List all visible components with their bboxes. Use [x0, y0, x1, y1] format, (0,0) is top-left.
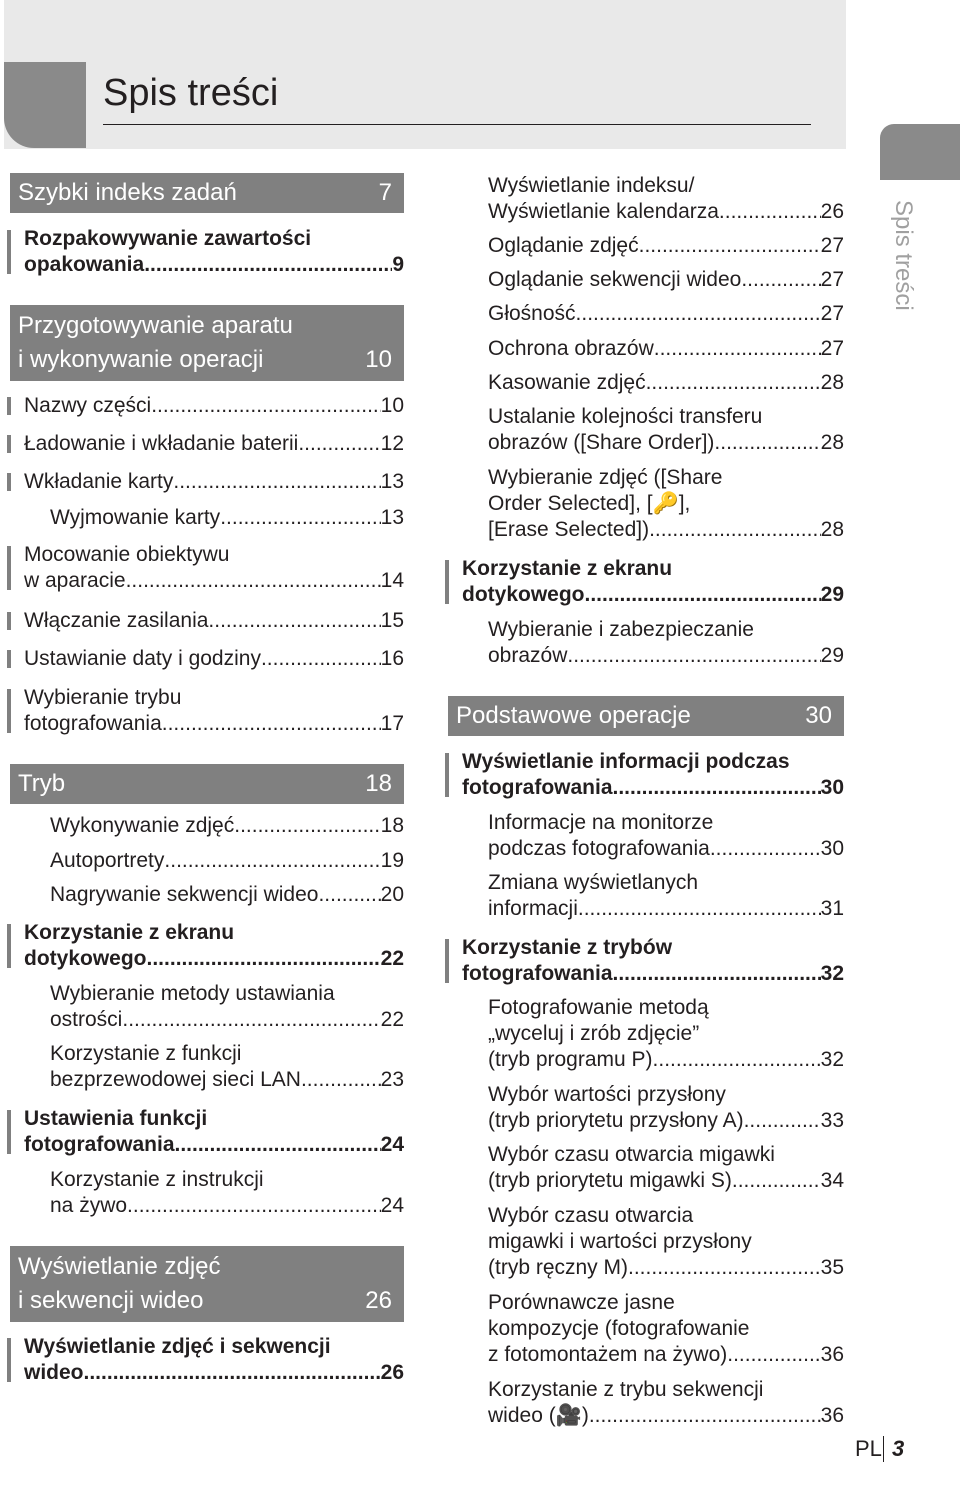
entry-text: Wyświetlanie informacji podczas — [462, 750, 790, 773]
entry-text: Zmiana wyświetlanych — [488, 871, 699, 894]
entry-text: Wybieranie metody ustawiania — [50, 982, 335, 1005]
toc-subentry[interactable] — [10, 882, 404, 908]
entry-marker-bar — [7, 546, 11, 590]
dot-leader — [567, 643, 820, 669]
entry-page-number: 12 — [380, 432, 404, 455]
toc-entry[interactable] — [10, 1334, 404, 1386]
entry-text: fotografowania — [24, 712, 162, 735]
dot-leader — [719, 199, 821, 225]
dot-leader — [84, 1360, 381, 1386]
dot-leader — [727, 1342, 820, 1368]
entry-text: Wykonywanie zdjęć — [50, 814, 235, 837]
toc-subentry[interactable] — [448, 995, 844, 1073]
entry-text: Ładowanie i wkładanie baterii — [24, 432, 299, 455]
toc-subentry[interactable] — [448, 1203, 844, 1281]
dot-leader — [654, 336, 821, 362]
footer-language: PL — [855, 1436, 882, 1461]
section-title — [18, 309, 293, 377]
toc-subentry[interactable] — [448, 1377, 844, 1429]
entry-text: Order Selected], [🔑], — [488, 492, 691, 515]
entry-text: Wybieranie trybu — [24, 686, 182, 709]
dot-leader — [576, 301, 821, 327]
entry-page-number: 17 — [380, 712, 404, 735]
dot-leader — [298, 431, 380, 457]
entry-page-number: 31 — [820, 897, 844, 920]
entry-page-number: 32 — [820, 1048, 844, 1071]
entry-text: opakowania — [24, 253, 145, 276]
entry-text: Autoportrety — [50, 849, 165, 872]
section-header[interactable] — [10, 305, 404, 381]
entry-text: obrazów — [488, 644, 568, 667]
section-page-number: 7 — [378, 179, 392, 206]
entry-text: Wybór czasu otwarcia migawki — [488, 1143, 775, 1166]
toc-subentry[interactable] — [10, 981, 404, 1033]
entry-page-number: 29 — [820, 583, 844, 606]
entry-marker-bar — [7, 650, 11, 668]
section-title — [456, 699, 691, 733]
section-title-line: Podstawowe operacje — [456, 702, 691, 729]
toc-subentry[interactable] — [448, 233, 844, 259]
entry-marker-bar — [7, 435, 11, 453]
section-header[interactable] — [448, 696, 844, 736]
entry-page-number: 34 — [820, 1169, 844, 1192]
section-title-line: i sekwencji wideo — [18, 1287, 204, 1314]
entry-text: Ustawianie daty i godziny — [24, 647, 261, 670]
entry-text: Wybieranie i zabezpieczanie — [488, 618, 754, 641]
dot-leader — [234, 813, 380, 839]
toc-subentry[interactable] — [10, 505, 404, 531]
section-header[interactable] — [10, 1246, 404, 1322]
section-title — [18, 767, 65, 801]
entry-text: Włączanie zasilania — [24, 609, 209, 632]
toc-entry[interactable] — [448, 556, 844, 608]
dot-leader — [126, 568, 381, 594]
entry-page-number: 20 — [380, 883, 404, 906]
entry-text: wideo (🎥) — [488, 1404, 589, 1427]
entry-page-number: 27 — [820, 337, 844, 360]
side-tab-decoration — [880, 124, 960, 180]
dot-leader — [613, 775, 821, 801]
entry-marker-bar — [7, 612, 11, 630]
entry-text: (tryb programu P) — [488, 1048, 653, 1071]
entry-page-number: 32 — [820, 962, 844, 985]
entry-page-number: 28 — [820, 518, 844, 541]
toc-entry[interactable] — [448, 749, 844, 801]
section-page-number: 26 — [365, 1287, 392, 1314]
entry-page-number: 18 — [380, 814, 404, 837]
side-label: Spis treści — [890, 200, 917, 311]
entry-text: Korzystanie z ekranu — [462, 557, 673, 580]
toc-entry[interactable] — [10, 393, 404, 419]
entry-text: (tryb ręczny M) — [488, 1256, 629, 1279]
entry-text: fotografowania — [462, 962, 613, 985]
toc-subentry[interactable] — [448, 1290, 844, 1368]
dot-leader — [639, 233, 821, 259]
toc-entry[interactable] — [10, 920, 404, 972]
dot-leader — [122, 1007, 380, 1033]
section-page-number: 30 — [805, 702, 832, 729]
entry-text: Korzystanie z trybów — [462, 936, 673, 959]
entry-page-number: 10 — [380, 394, 404, 417]
dot-leader — [175, 1132, 381, 1158]
dot-leader — [147, 946, 381, 972]
section-page-number: 10 — [365, 346, 392, 373]
dot-leader — [646, 370, 821, 396]
entry-marker-bar — [7, 1338, 11, 1382]
entry-text: Rozpakowywanie zawartości — [24, 227, 312, 250]
page-title: Spis treści — [103, 72, 279, 114]
entry-text: Oglądanie zdjęć — [488, 234, 639, 257]
entry-page-number: 27 — [820, 302, 844, 325]
entry-text: Porównawcze jasne — [488, 1291, 675, 1314]
entry-text: obrazów ([Share Order]) — [488, 431, 715, 454]
entry-page-number: 29 — [820, 644, 844, 667]
entry-text: [Erase Selected]) — [488, 518, 650, 541]
header-tab-decoration — [4, 62, 86, 148]
entry-text: Wyświetlanie indeksu/ — [488, 174, 695, 197]
entry-page-number: 36 — [820, 1343, 844, 1366]
entry-page-number: 26 — [820, 200, 844, 223]
entry-marker-bar — [7, 230, 11, 274]
entry-text: Wkładanie karty — [24, 470, 174, 493]
entry-marker-bar — [445, 753, 449, 797]
entry-text: Ustawienia funkcji — [24, 1107, 208, 1130]
entry-text: bezprzewodowej sieci LAN — [50, 1068, 301, 1091]
entry-page-number: 13 — [380, 506, 404, 529]
dot-leader — [318, 882, 380, 908]
toc-subentry[interactable] — [448, 1082, 844, 1134]
dot-leader — [151, 393, 380, 419]
toc-entry[interactable] — [10, 646, 404, 672]
entry-text: Informacje na monitorze — [488, 811, 714, 834]
toc-entry[interactable] — [448, 935, 844, 987]
entry-text: Wyświetlanie kalendarza — [488, 200, 719, 223]
dot-leader — [744, 1108, 821, 1134]
entry-page-number: 22 — [380, 1008, 404, 1031]
toc-subentry[interactable] — [10, 813, 404, 839]
dot-leader — [585, 582, 821, 608]
entry-page-number: 27 — [820, 268, 844, 291]
entry-page-number: 33 — [820, 1109, 844, 1132]
toc-subentry[interactable] — [10, 848, 404, 874]
toc-entry[interactable] — [10, 431, 404, 457]
entry-page-number: 14 — [380, 569, 404, 592]
entry-page-number: 9 — [392, 253, 404, 276]
entry-marker-bar — [7, 397, 11, 415]
entry-text: Korzystanie z funkcji — [50, 1042, 242, 1065]
entry-page-number: 15 — [380, 609, 404, 632]
dot-leader — [173, 469, 380, 495]
toc-subentry[interactable] — [448, 301, 844, 327]
entry-text: Kasowanie zdjęć — [488, 371, 646, 394]
dot-leader — [710, 836, 821, 862]
entry-page-number: 24 — [380, 1194, 404, 1217]
entry-text: Wybór czasu otwarcia — [488, 1204, 694, 1227]
entry-text: ostrości — [50, 1008, 123, 1031]
dot-leader — [589, 1403, 821, 1429]
entry-text: migawki i wartości przysłony — [488, 1230, 752, 1253]
entry-marker-bar — [7, 924, 11, 968]
entry-text: dotykowego — [24, 947, 147, 970]
entry-marker-bar — [445, 939, 449, 983]
entry-text: podczas fotografowania — [488, 837, 710, 860]
entry-text: Ustalanie kolejności transferu — [488, 405, 763, 428]
dot-leader — [613, 961, 821, 987]
entry-text: na żywo — [50, 1194, 128, 1217]
toc-entry[interactable] — [10, 469, 404, 495]
entry-text: Nagrywanie sekwencji wideo — [50, 883, 319, 906]
section-title-line: i wykonywanie operacji — [18, 346, 264, 373]
entry-page-number: 30 — [820, 837, 844, 860]
dot-leader — [578, 896, 821, 922]
toc-subentry[interactable] — [448, 617, 844, 669]
entry-page-number: 28 — [820, 371, 844, 394]
entry-text: Korzystanie z trybu sekwencji — [488, 1378, 764, 1401]
entry-page-number: 23 — [380, 1068, 404, 1091]
section-header[interactable] — [10, 173, 404, 213]
title-rule — [103, 124, 811, 125]
entry-page-number: 28 — [820, 431, 844, 454]
entry-text: fotografowania — [24, 1133, 175, 1156]
entry-text: (tryb priorytetu migawki S) — [488, 1169, 732, 1192]
section-title-line: Szybki indeks zadań — [18, 179, 237, 206]
entry-marker-bar — [445, 560, 449, 604]
toc-entry[interactable] — [10, 226, 404, 278]
dot-leader — [741, 267, 820, 293]
entry-text: kompozycje (fotografowanie — [488, 1317, 750, 1340]
toc-subentry[interactable] — [448, 336, 844, 362]
entry-text: Oglądanie sekwencji wideo — [488, 268, 742, 291]
dot-leader — [220, 505, 380, 531]
section-title-line: Przygotowywanie aparatu — [18, 312, 293, 339]
entry-text: Wyświetlanie zdjęć i sekwencji — [24, 1335, 331, 1358]
toc-entry[interactable] — [10, 685, 404, 737]
entry-text: informacji — [488, 897, 578, 920]
entry-text: w aparacie — [24, 569, 126, 592]
entry-text: Korzystanie z instrukcji — [50, 1168, 264, 1191]
entry-page-number: 30 — [820, 776, 844, 799]
toc-subentry[interactable] — [448, 465, 844, 543]
dot-leader — [164, 848, 380, 874]
entry-text: Wyjmowanie karty — [50, 506, 221, 529]
dot-leader — [714, 430, 820, 456]
entry-text: Nazwy części — [24, 394, 152, 417]
entry-text: Fotografowanie metodą — [488, 996, 709, 1019]
entry-text: z fotomontażem na żywo) — [488, 1343, 728, 1366]
entry-page-number: 24 — [380, 1133, 404, 1156]
section-title-line: Tryb — [18, 770, 66, 797]
toc-entry[interactable] — [10, 542, 404, 594]
entry-page-number: 35 — [820, 1256, 844, 1279]
entry-text: dotykowego — [462, 583, 585, 606]
section-header[interactable] — [10, 764, 404, 804]
toc-entry[interactable] — [10, 1106, 404, 1158]
entry-text: wideo — [24, 1361, 84, 1384]
entry-page-number: 26 — [380, 1361, 404, 1384]
entry-text: (tryb priorytetu przysłony A) — [488, 1109, 744, 1132]
entry-text: Korzystanie z ekranu — [24, 921, 235, 944]
entry-text: Ochrona obrazów — [488, 337, 654, 360]
section-title — [18, 1250, 221, 1318]
section-title-line: Wyświetlanie zdjęć — [18, 1253, 221, 1280]
entry-page-number: 13 — [380, 470, 404, 493]
entry-text: Głośność — [488, 302, 576, 325]
dot-leader — [628, 1255, 821, 1281]
dot-leader — [208, 608, 380, 634]
dot-leader — [732, 1168, 821, 1194]
toc-entry[interactable] — [10, 608, 404, 634]
toc-subentry[interactable] — [448, 404, 844, 456]
toc-subentry[interactable] — [448, 810, 844, 862]
entry-marker-bar — [7, 473, 11, 491]
toc-subentry[interactable] — [10, 1041, 404, 1093]
entry-text: Wybieranie zdjęć ([Share — [488, 466, 723, 489]
dot-leader — [144, 252, 392, 278]
entry-text: fotografowania — [462, 776, 613, 799]
entry-page-number: 16 — [380, 647, 404, 670]
footer-separator — [883, 1436, 884, 1462]
dot-leader — [261, 646, 381, 672]
dot-leader — [127, 1193, 381, 1219]
entry-page-number: 19 — [380, 849, 404, 872]
dot-leader — [653, 1047, 821, 1073]
section-title — [18, 176, 237, 210]
entry-marker-bar — [7, 689, 11, 733]
toc-subentry[interactable] — [448, 267, 844, 293]
toc-subentry[interactable] — [448, 370, 844, 396]
entry-text: Wybór wartości przysłony — [488, 1083, 726, 1106]
entry-text: Mocowanie obiektywu — [24, 543, 230, 566]
toc-subentry[interactable] — [10, 1167, 404, 1219]
toc-subentry[interactable] — [448, 1142, 844, 1194]
dot-leader — [649, 517, 821, 543]
toc-subentry[interactable] — [448, 173, 844, 225]
entry-page-number: 36 — [820, 1404, 844, 1427]
footer-page-number: 3 — [892, 1436, 905, 1461]
dot-leader — [301, 1067, 381, 1093]
dot-leader — [162, 711, 381, 737]
toc-subentry[interactable] — [448, 870, 844, 922]
section-page-number: 18 — [365, 770, 392, 797]
entry-page-number: 22 — [380, 947, 404, 970]
entry-marker-bar — [7, 1110, 11, 1154]
entry-page-number: 27 — [820, 234, 844, 257]
entry-text: „wyceluj i zrób zdjęcie” — [488, 1022, 700, 1045]
